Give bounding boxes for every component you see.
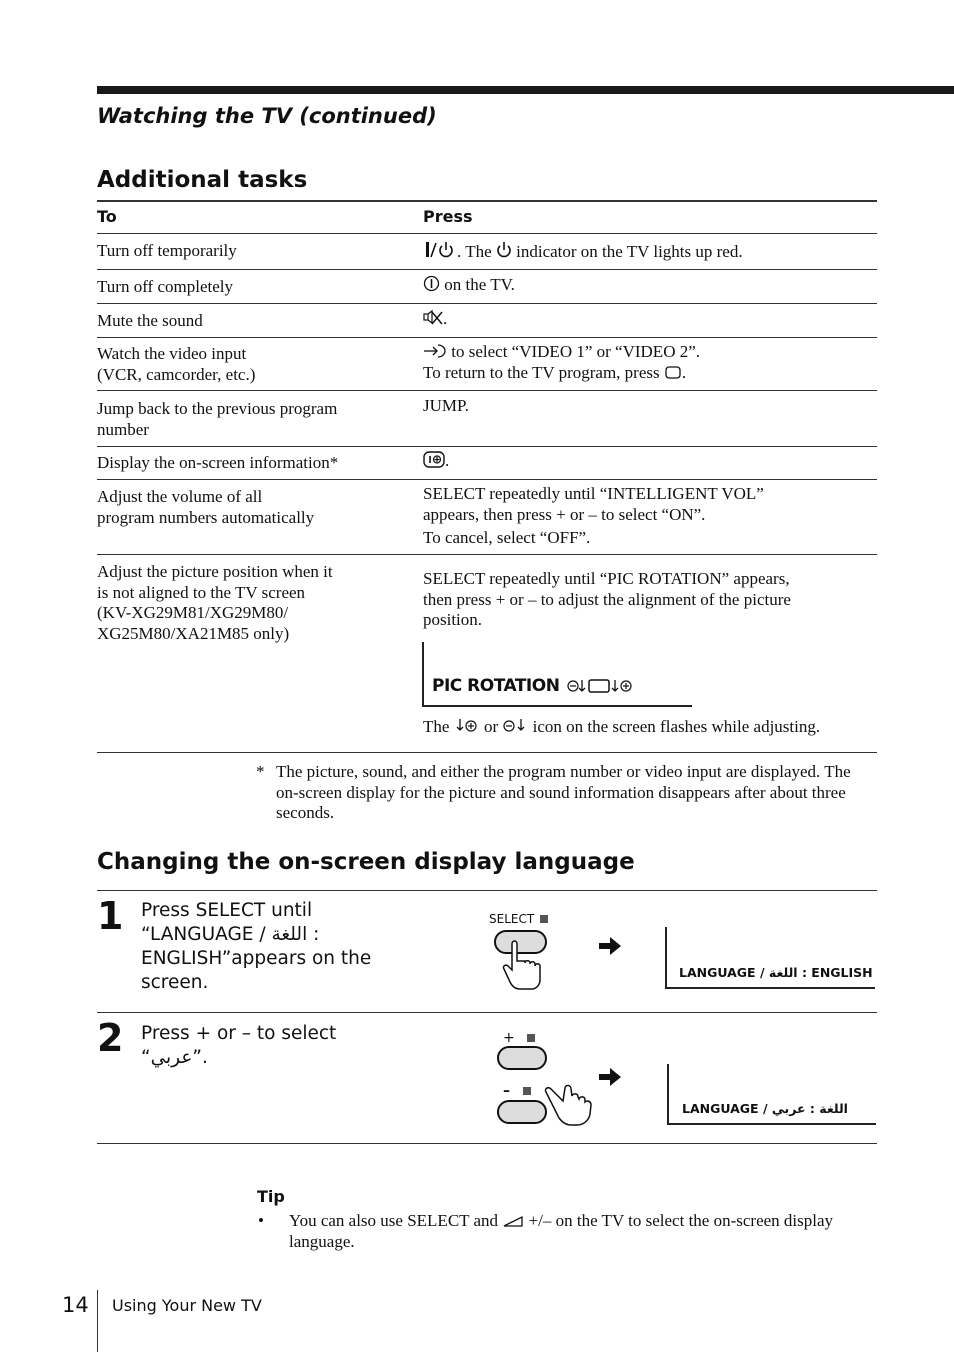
table-row-press [423,275,878,296]
minus-button-icon [496,1099,548,1125]
table-row [97,562,397,644]
osd-label: PIC ROTATION [432,676,560,696]
step-text [141,899,401,995]
footnote-text: The picture, sound, and either the program number or video input are displayed. The on-screen display for the picture and sound information disappears after about three seconds. [276,762,851,822]
mute-icon [423,309,443,326]
press-text: position. [423,610,483,629]
row-divider [97,479,877,480]
task-label: program numbers automatically [97,507,315,527]
task-label: Jump back to the previous program [97,399,338,418]
table-row-press [423,396,878,417]
column-header-to: To [97,207,117,226]
plus-button-label [503,1030,535,1046]
step-line: ENGLISH”appears on the [141,948,372,969]
step-bottom-rule [97,1143,877,1144]
hand-press-icon [543,1080,595,1128]
tv-icon [664,365,682,380]
step-text [141,1022,401,1070]
task-label: Turn off completely [97,277,233,296]
step-divider [97,1012,877,1013]
row-divider [97,337,877,338]
select-indicator-icon [540,915,548,923]
press-text: To return to the TV program, press [423,362,664,382]
table-row [97,487,397,528]
table-row [97,399,397,440]
tip-bullet: • [258,1211,264,1230]
row-divider [97,446,877,447]
task-label: (VCR, camcorder, etc.) [97,364,256,384]
select-button-label [489,912,548,926]
press-text: JUMP. [423,396,469,415]
language-screen-english [665,927,875,989]
language-screen-arabic [667,1064,876,1125]
power-standby-icon [423,241,457,259]
row-divider [97,554,877,555]
chapter-title: Using Your New TV [112,1296,262,1315]
select-label-text: SELECT [489,912,535,926]
arrow-right-icon [598,1067,622,1087]
press-text: To cancel, select “OFF”. [423,528,591,547]
note-text: The [423,717,454,736]
plus-button-icon [496,1045,548,1071]
rotate-minus-icon [502,718,528,734]
note-text: or [479,717,503,736]
main-power-icon [423,275,440,292]
pic-rotation-icon [567,678,637,694]
table-row-press [423,241,878,263]
info-icon [423,451,445,468]
press-text: SELECT repeatedly until “INTELLIGENT VOL” [423,484,764,503]
table-row [97,241,397,262]
task-label: (KV-XG29M81/XG29M80/ [97,603,289,622]
step-number: 2 [97,1016,124,1060]
task-label: number [97,419,149,439]
step-top-rule [97,890,877,891]
task-label: Adjust the volume of all [97,487,263,506]
footnote-mark: * [256,762,265,781]
table-row-press [423,309,878,330]
press-text: indicator on the TV lights up red. [511,242,743,261]
column-header-press: Press [423,207,473,226]
task-label: Turn off temporarily [97,241,237,260]
press-text: then press + or – to adjust the alignment of the picture [423,589,791,609]
step-line: Press + or – to select [141,1023,337,1044]
row-divider [97,233,877,234]
task-label: Display the on-screen information* [97,453,339,472]
table-row-press [423,451,878,472]
step-line: Press SELECT until [141,900,313,921]
task-label: Mute the sound [97,311,203,330]
minus-button-label [503,1083,531,1099]
volume-icon [502,1214,524,1228]
step-line: “LANGUAGE / اللغة : [141,924,320,945]
arrow-right-icon [598,936,622,956]
press-text: . The [457,242,496,261]
step-line: screen. [141,972,209,993]
row-divider [97,303,877,304]
section-header: Watching the TV (continued) [97,104,437,128]
row-divider [97,269,877,270]
note-text: icon on the screen flashes while adjusting. [528,717,821,736]
tip-title: Tip [257,1187,285,1206]
task-label: is not aligned to the TV screen [97,582,306,602]
rotate-plus-icon [454,718,480,734]
task-label: Watch the video input [97,344,247,363]
page-number: 14 [62,1293,89,1317]
pic-rotation-osd [422,642,692,707]
power-icon [496,241,512,259]
row-divider [97,390,877,391]
minus-label-text: – [503,1083,510,1099]
table-row [97,311,397,332]
table-row [97,453,397,474]
press-text: to select “VIDEO 1” or “VIDEO 2”. [447,342,701,361]
press-text: SELECT repeatedly until “PIC ROTATION” appears, [423,569,790,588]
table-row-press [423,484,878,549]
table-top-rule [97,200,877,202]
press-text: appears, then press + or – to select “ON”. [423,504,706,524]
minus-indicator-icon [523,1087,531,1095]
task-label: XG25M80/XA21M85 only) [97,623,290,643]
rotation-note [423,717,878,738]
table-row [97,344,397,385]
plus-indicator-icon [527,1034,535,1042]
tip-text-part: +/– on the TV to select the on-screen display language. [289,1211,834,1251]
task-label: Adjust the picture position when it [97,562,333,581]
step-line: “عربي”. [141,1047,208,1068]
top-rule [97,86,954,94]
screen-label: LANGUAGE / اللغة : ENGLISH [679,965,873,980]
footnote [256,762,866,824]
screen-label: LANGUAGE / اللغة : عربي [682,1101,848,1116]
table-row-press [423,342,878,383]
plus-label-text: + [503,1030,515,1046]
press-text: on the TV. [440,275,515,294]
tip-text-part: You can also use SELECT and [289,1211,503,1230]
footer-separator [97,1290,98,1352]
select-button-icon [490,928,555,994]
table-row-press [423,569,878,631]
language-section-title: Changing the on-screen display language [97,849,635,875]
additional-tasks-title: Additional tasks [97,167,308,193]
press-text: . [443,309,448,328]
press-text: . [681,362,687,382]
table-row [97,277,397,298]
step-number: 1 [97,894,124,938]
input-select-icon [423,343,447,359]
press-text: . [445,451,450,470]
tip-text [258,1211,868,1252]
table-bottom-rule [97,752,877,753]
